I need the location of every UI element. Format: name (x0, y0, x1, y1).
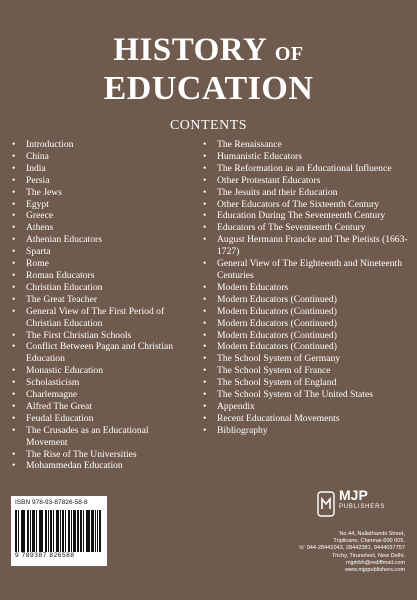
contents-item: • Conflict Between Pagan and Christian Education (12, 341, 192, 365)
address-line: ☏ 044-28441043, 28442381, 9444037757 (298, 545, 405, 552)
barcode-bar (16, 510, 17, 552)
barcode-bar (77, 510, 78, 552)
contents-item: • Modern Educators (Continued) (203, 318, 408, 330)
barcode-bar (63, 510, 64, 552)
barcode-bar (92, 510, 94, 552)
contents-item: • Egypt (12, 199, 192, 211)
barcode-bar (41, 510, 43, 552)
contents-item: • Modern Educators (Continued) (203, 341, 408, 353)
contents-item: • The School System of France (203, 365, 408, 377)
barcode-bars (15, 510, 103, 552)
contents-item: • The Renaissance (203, 139, 408, 151)
contents-item: • Scholasticism (12, 377, 192, 389)
address-line: mjptrbh@rediffmail.com (345, 559, 405, 566)
barcode-bar (71, 510, 72, 552)
isbn-text: ISBN 978-93-87826-58-8 (15, 499, 88, 506)
barcode-bar (18, 510, 19, 552)
contents-item: • The Jews (12, 187, 192, 199)
publisher-brand-sub: PUBLISHERS (339, 504, 386, 510)
contents-item: • Monastic Education (12, 365, 192, 377)
contents-item: • Sparta (12, 246, 192, 258)
contents-item: • The First Christian Schools (12, 330, 192, 342)
barcode-bar (95, 510, 96, 552)
contents-item: • Christian Education (12, 282, 192, 294)
address-line: Triplicane, Chennai-600 005. (333, 538, 405, 545)
barcode-bar (22, 510, 23, 552)
barcode-bar (53, 510, 54, 552)
contents-item: • General View of The First Period of Christian Education (12, 306, 192, 330)
contents-item: • Roman Educators (12, 270, 192, 282)
contents-item: • August Hermann Francke and The Pietists (1663-1727) (203, 234, 408, 258)
contents-item: • The School System of The United States (203, 389, 408, 401)
barcode-bar (99, 510, 100, 552)
barcode-bar (100, 510, 101, 552)
barcode-bar (65, 510, 66, 552)
contents-item: • Other Educators of The Sixteenth Century (203, 199, 408, 211)
publisher-brand: MJP (339, 487, 368, 503)
barcode-bar (33, 510, 34, 552)
address-line: Trichy, Tirunelveli, New Delhi. (331, 552, 405, 559)
title-word-of: OF (274, 43, 304, 65)
contents-item: • Education During The Seventeenth Century (203, 210, 408, 222)
contents-item: • General View of The Eighteenth and Nineteenth Centuries (203, 258, 408, 282)
address-line: www.mjppublishers.com (345, 567, 405, 574)
contents-item: • The Reformation as an Educational Influence (203, 163, 408, 175)
address-line: No.44, Nallathambi Street, (339, 531, 405, 537)
contents-item: • Modern Educators (Continued) (203, 294, 408, 306)
contents-heading: CONTENTS (169, 118, 248, 133)
contents-item: • Humanistic Educators (203, 151, 408, 163)
publisher-address (265, 531, 405, 574)
barcode-box (11, 496, 107, 566)
contents-item: • The Great Teacher (12, 294, 192, 306)
barcode-bar (69, 510, 70, 552)
contents-item: • The Jesuits and their Education (203, 187, 408, 199)
barcode-bar (83, 510, 84, 552)
barcode-bar (36, 510, 37, 552)
contents-item: • Modern Educators (203, 282, 408, 294)
contents-item: • Bibliography (203, 425, 408, 437)
contents-item: • Persia (12, 175, 192, 187)
contents-item: • Athens (12, 222, 192, 234)
barcode-bar (28, 510, 29, 552)
contents-item: • Modern Educators (Continued) (203, 330, 408, 342)
book-title-line2: EDUCATION (103, 70, 314, 107)
barcode-bar (60, 510, 61, 552)
barcode-number: 9 789387 826588 (15, 552, 75, 559)
publisher-logo-icon (317, 491, 335, 517)
contents-item: • Mohammedan Education (12, 460, 192, 472)
barcode-bar (30, 510, 31, 552)
barcode-bar (40, 510, 41, 552)
barcode-bar (87, 510, 88, 552)
contents-item: • The School System of England (203, 377, 408, 389)
contents-item: • Educators of The Seventeenth Century (203, 222, 408, 234)
barcode-bar (23, 510, 25, 552)
contents-item: • Introduction (12, 139, 192, 151)
contents-item: • Recent Educational Movements (203, 413, 408, 425)
contents-item: • China (12, 151, 192, 163)
contents-item: • The Rise of The Universities (12, 449, 192, 461)
barcode-bar (88, 510, 89, 552)
contents-list-right (203, 139, 408, 437)
publisher-logo (317, 487, 389, 527)
contents-item: • Alfred The Great (12, 401, 192, 413)
contents-item: • Other Protestant Educators (203, 175, 408, 187)
contents-item: • Rome (12, 258, 192, 270)
contents-item: • Greece (12, 210, 192, 222)
book-title-line1 (0, 32, 417, 72)
barcode-bar (51, 510, 52, 552)
contents-item: • India (12, 163, 192, 175)
barcode-bar (81, 510, 82, 552)
contents-item: • Feudal Education (12, 413, 192, 425)
contents-item: • Athenian Educators (12, 234, 192, 246)
barcode-bar (74, 510, 76, 552)
contents-item: • Charlemagne (12, 389, 192, 401)
contents-item: • Modern Educators (Continued) (203, 306, 408, 318)
contents-item: • The Crusades as an Educational Movement (12, 425, 192, 449)
contents-item: • Appendix (203, 401, 408, 413)
barcode-bar (48, 510, 49, 552)
contents-list-left (12, 139, 192, 472)
title-word-history: HISTORY (113, 32, 267, 68)
contents-item: • The School System of Germany (203, 353, 408, 365)
barcode-bar (46, 510, 47, 552)
barcode-bar (57, 510, 59, 552)
